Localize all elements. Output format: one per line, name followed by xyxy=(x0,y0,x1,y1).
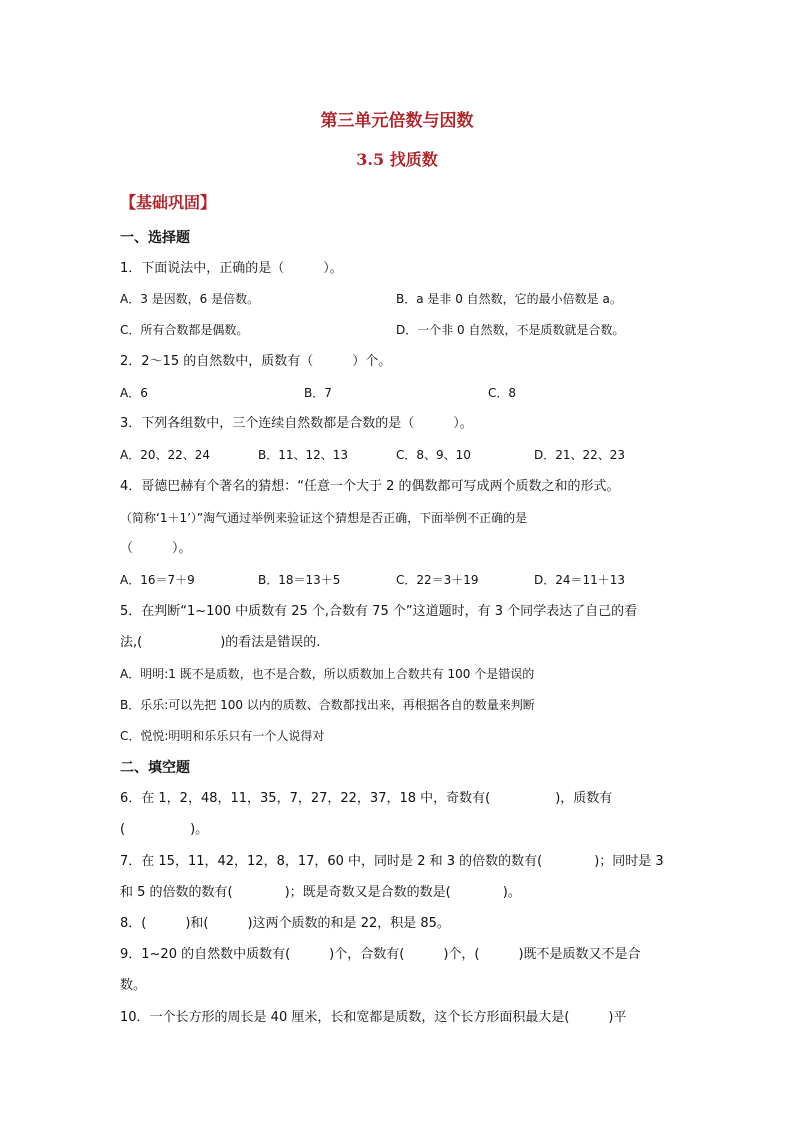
question-1-stem: 1．下面说法中，正确的是（ ）。 xyxy=(120,261,343,276)
question-5-option-b: B．乐乐:可以先把 100 以内的质数、合数都找出来，再根据各自的数量来判断 xyxy=(120,698,535,712)
question-6-line-1: 6．在 1，2，48，11，35，7，27，22，37，18 中，奇数有( )，质数有 xyxy=(120,791,613,806)
lesson-title: 3.5 找质数 xyxy=(356,150,438,169)
unit-title: 第三单元倍数与因数 xyxy=(320,111,474,131)
question-3-option-a: A．20、22、24 xyxy=(120,448,211,462)
question-1-option-a: A．3 是因数，6 是倍数。 xyxy=(120,292,260,306)
question-7-line-1: 7．在 15，11，42，12，8，17，60 中，同时是 2 和 3 的倍数的数有( )；同时是 3 xyxy=(120,854,664,869)
question-9-line-2: 数。 xyxy=(120,978,147,993)
question-5-option-a: A．明明:1 既不是质数，也不是合数，所以质数加上合数共有 100 个是错误的 xyxy=(120,667,535,681)
question-2-option-a: A．6 xyxy=(120,386,148,400)
question-5-line-2: 法,( )的看法是错误的. xyxy=(120,635,321,650)
question-7-line-2: 和 5 的倍数的数有( )；既是奇数又是合数的数是( )。 xyxy=(120,885,521,900)
question-3-option-d: D．21、22、23 xyxy=(534,448,626,462)
question-2-stem: 2．2～15 的自然数中，质数有（ ）个。 xyxy=(120,354,392,369)
question-6-line-2: ( )。 xyxy=(120,822,209,837)
question-5-option-c: C．悦悦:明明和乐乐只有一个人说得对 xyxy=(120,729,325,743)
question-8-line-1: 8．( )和( )这两个质数的和是 22，积是 85。 xyxy=(120,916,450,931)
question-4-line-2: （简称‘1＋1’）”淘气通过举例来验证这个猜想是否正确，下面举例不正确的是 xyxy=(120,511,528,525)
heading-fill-in: 二、填空题 xyxy=(120,760,190,776)
question-2-option-c: C．8 xyxy=(488,386,517,400)
question-4-line-3: （ ）。 xyxy=(120,541,192,556)
question-5-line-1: 5．在判断“1~100 中质数有 25 个,合数有 75 个”这道题时，有 3 个同学表达了自己的看 xyxy=(120,604,638,619)
question-3-option-c: C．8、9、10 xyxy=(396,448,471,462)
question-4-option-b: B．18＝13＋5 xyxy=(258,573,341,587)
heading-choice: 一、选择题 xyxy=(120,230,190,246)
section-tag-basic: 【基础巩固】 xyxy=(120,193,217,212)
question-4-option-d: D．24＝11＋13 xyxy=(534,573,626,587)
question-10-line-1: 10．一个长方形的周长是 40 厘米，长和宽都是质数，这个长方形面积最大是( )平 xyxy=(120,1010,627,1025)
question-3-option-b: B．11、12、13 xyxy=(258,448,349,462)
question-4-option-c: C．22＝3＋19 xyxy=(396,573,479,587)
question-4-option-a: A．16＝7＋9 xyxy=(120,573,195,587)
question-3-stem: 3．下列各组数中，三个连续自然数都是合数的是（ ）。 xyxy=(120,416,473,431)
question-9-line-1: 9．1~20 的自然数中质数有( )个，合数有( )个，( )既不是质数又不是合 xyxy=(120,947,641,962)
question-1-option-b: B．a 是非 0 自然数，它的最小倍数是 a。 xyxy=(396,292,622,306)
question-1-option-d: D．一个非 0 自然数，不是质数就是合数。 xyxy=(396,323,625,337)
question-2-option-b: B．7 xyxy=(304,386,332,400)
question-1-option-c: C．所有合数都是偶数。 xyxy=(120,323,249,337)
question-4-line-1: 4．哥德巴赫有个著名的猜想：“任意一个大于 2 的偶数都可写成两个质数之和的形式。 xyxy=(120,479,620,494)
